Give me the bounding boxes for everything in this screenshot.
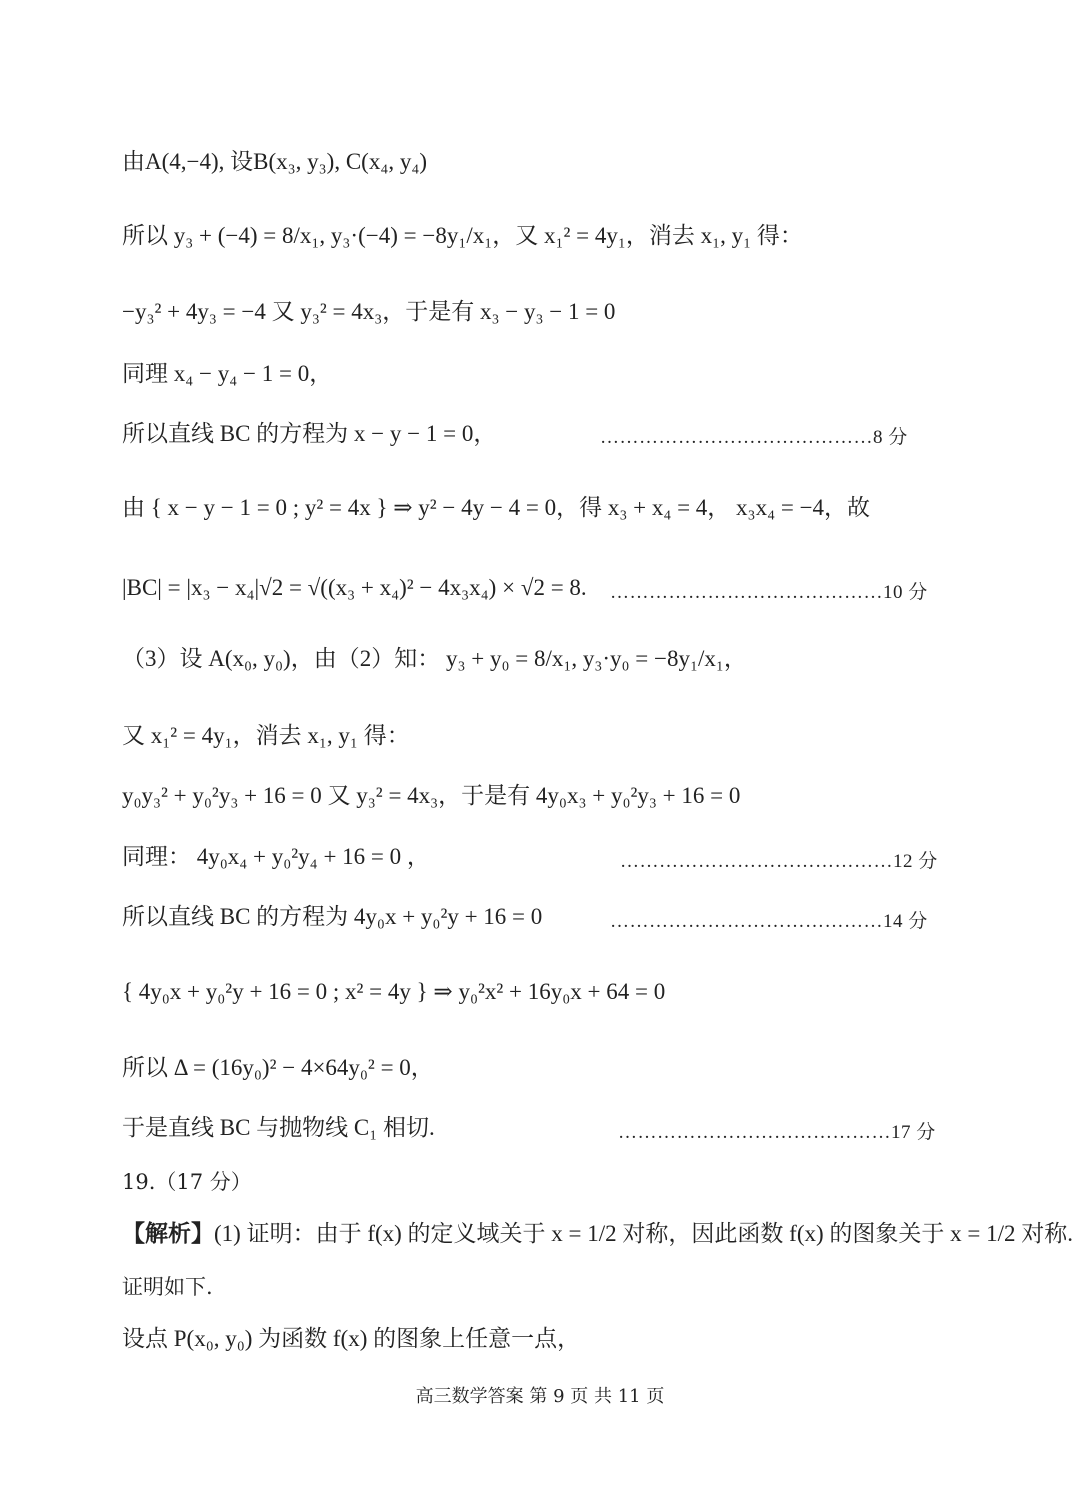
analysis-tag: 【解析】 xyxy=(122,1221,214,1246)
text-line: 所以直线 BC 的方程为 x − y − 1 = 0， xyxy=(122,421,497,446)
score-8: ……………………………………8 分 xyxy=(600,427,908,448)
text-line: 于是直线 BC 与抛物线 C₁ 相切. xyxy=(122,1115,435,1140)
score-10: ……………………………………10 分 xyxy=(610,582,928,603)
text-line: |BC| = |x₃ − x₄|√2 = √((x₃ + x₄)² − 4x₃x₄) × √2 = 8. xyxy=(122,575,587,600)
score-12: ……………………………………12 分 xyxy=(620,851,938,872)
text-line: 所以 Δ = (16y₀)² − 4×64y₀² = 0， xyxy=(122,1055,434,1080)
text-line: 又 x₁² = 4y₁，消去 x₁, y₁ 得： xyxy=(122,723,410,748)
text-line: 所以 y₃ + (−4) = 8/x₁, y₃·(−4) = −8y₁/x₁，又 x₁² = 4y₁，消去 x₁, y₁ 得： xyxy=(122,223,803,248)
text-line: 设点 P(x₀, y₀) 为函数 f(x) 的图象上任意一点， xyxy=(122,1326,581,1351)
text-line: 由 { x − y − 1 = 0 ; y² = 4x } ⇒ y² − 4y − 4 = 0，得 x₃ + x₄ = 4， x₃x₄ = −4，故 xyxy=(122,495,871,520)
text-line: 同理 x₄ − y₄ − 1 = 0， xyxy=(122,361,333,386)
text-line-content: (1) 证明：由于 f(x) 的定义域关于 x = 1/2 对称，因此函数 f(x) 的图象关于 x = 1/2 对称. xyxy=(214,1221,1073,1246)
text-line: 证明如下. xyxy=(122,1275,213,1299)
score-14: ……………………………………14 分 xyxy=(610,911,928,932)
text-line: （3）设 A(x₀, y₀)，由（2）知： y₃ + y₀ = 8/x₁, y₃·y₀ = −8y₁/x₁， xyxy=(122,646,747,671)
text-line xyxy=(122,1220,1073,1248)
text-line: 同理： 4y₀x₄ + y₀²y₄ + 16 = 0 ， xyxy=(122,844,430,869)
score-17: ……………………………………17 分 xyxy=(618,1122,936,1143)
section-heading: 19.（17 分） xyxy=(122,1170,252,1194)
text-line: −y₃² + 4y₃ = −4 又 y₃² = 4x₃，于是有 x₃ − y₃ − 1 = 0 xyxy=(122,299,616,324)
page-footer: 高三数学答案 第 9 页 共 11 页 xyxy=(415,1386,665,1407)
text-line: y₀y₃² + y₀²y₃ + 16 = 0 又 y₃² = 4x₃，于是有 4y₀x₃ + y₀²y₃ + 16 = 0 xyxy=(122,783,741,808)
text-line: 所以直线 BC 的方程为 4y₀x + y₀²y + 16 = 0 xyxy=(122,904,543,929)
text-line: 由A(4,−4), 设B(x₃, y₃), C(x₄, y₄) xyxy=(122,149,428,174)
text-line: { 4y₀x + y₀²y + 16 = 0 ; x² = 4y } ⇒ y₀²x² + 16y₀x + 64 = 0 xyxy=(122,979,666,1004)
